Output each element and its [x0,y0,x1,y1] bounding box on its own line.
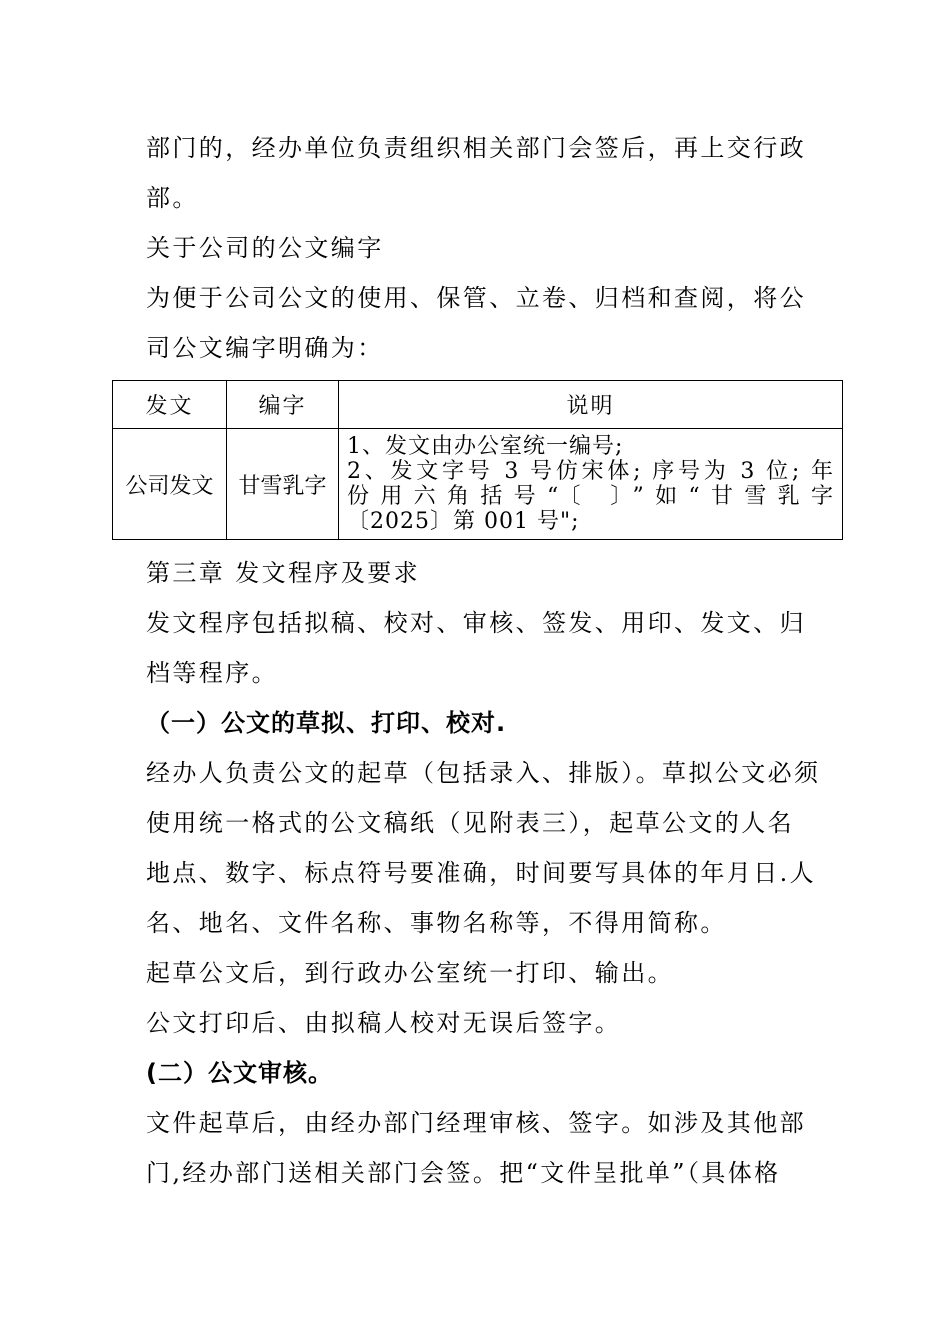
section-heading: 关于公司的公文编字 [146,234,384,262]
document-numbering-table [112,380,843,540]
paragraph-line: 司公文编字明确为： [146,334,384,362]
paragraph-line: 名、地名、文件名称、事物名称等，不得用简称。 [146,909,727,937]
table-header-row [113,381,843,429]
chapter-heading: 第三章 发文程序及要求 [146,559,421,587]
paragraph-line: 起草公文后，到行政办公室统一打印、输出。 [146,959,674,987]
table-header-cell: 发文 [113,381,227,429]
table-header-cell: 说明 [339,381,843,429]
paragraph-line: 公文打印后、由拟稿人校对无误后签字。 [146,1009,622,1037]
table-cell-notes [339,429,843,540]
table-row [113,429,843,540]
paragraph-line: 部。 [146,184,199,212]
notes-line: 1、发文由办公室统一编号; [347,434,624,459]
table-cell-type: 公司发文 [113,429,227,540]
table-header-cell: 编字 [227,381,339,429]
notes-line: 〔2025〕第 001 号"; [347,509,580,534]
subsection-heading: (二）公文审核。 [146,1059,333,1087]
paragraph-line: 档等程序。 [146,659,278,687]
paragraph-line: 发文程序包括拟稿、校对、审核、签发、用印、发文、归 [146,609,806,637]
notes-line: 2、发文字号 3 号仿宋体; 序号为 3 位; 年 [347,459,834,484]
paragraph-line: 地点、数字、标点符号要准确，时间要写具体的年月日.人 [146,859,817,887]
paragraph-line: 经办人负责公文的起草（包括录入、排版）。草拟公文必须 [146,759,821,787]
table-cell-code: 甘雪乳字 [227,429,339,540]
paragraph-line: 文件起草后，由经办部门经理审核、签字。如涉及其他部 [146,1109,806,1137]
paragraph-line: 部门的，经办单位负责组织相关部门会签后，再上交行政 [146,134,806,162]
paragraph-line: 门,经办部门送相关部门会签。把“文件呈批单”（具体格 [146,1159,781,1187]
subsection-heading: （一）公文的草拟、打印、校对. [146,709,507,737]
notes-line: 份用六角括号“〔 〕”如“甘雪乳字 [347,484,834,509]
paragraph-line: 为便于公司公文的使用、保管、立卷、归档和查阅，将公 [146,284,806,312]
paragraph-line: 使用统一格式的公文稿纸（见附表三），起草公文的人名 [146,809,794,837]
